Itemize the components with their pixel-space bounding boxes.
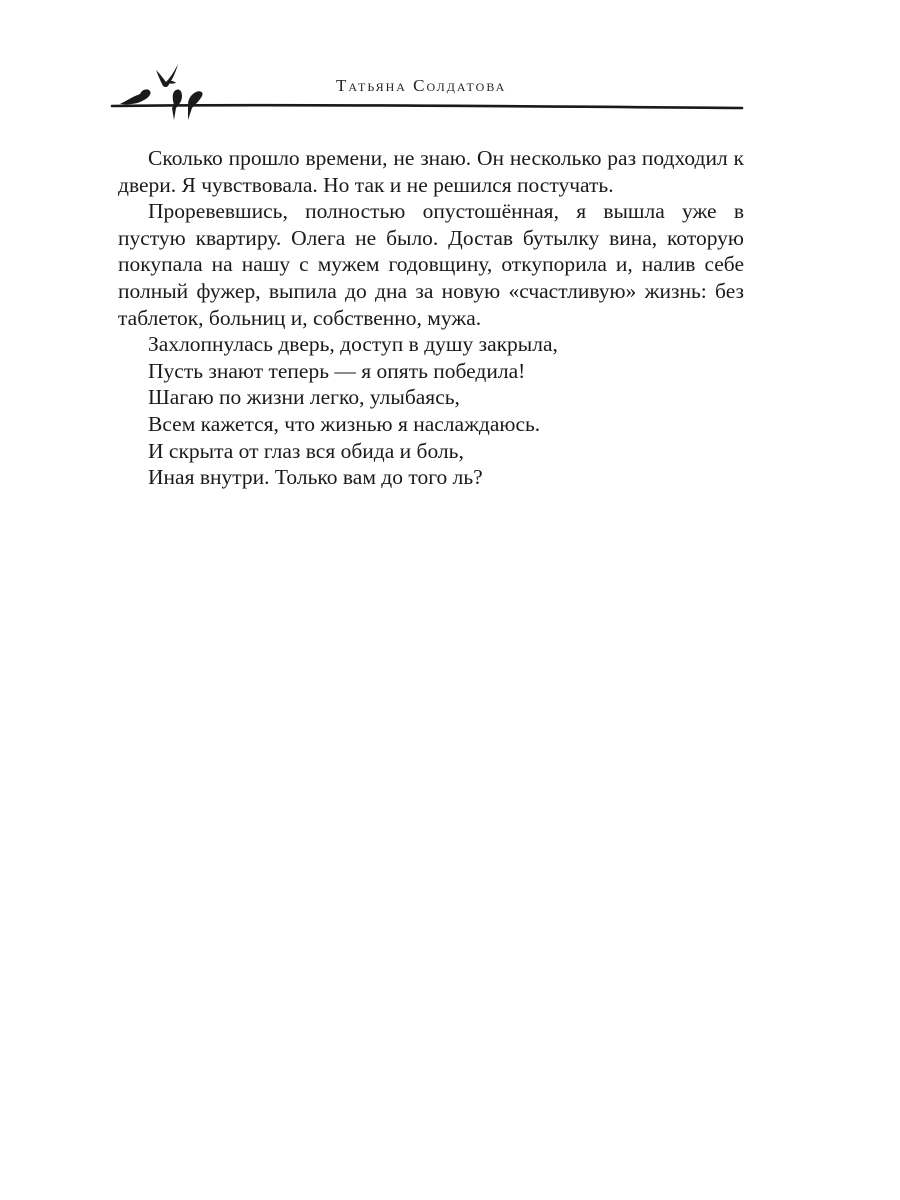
poem-line: Всем кажется, что жизнью я наслаждаюсь. [148,411,541,436]
poem-line: И скрыта от глаз вся обида и боль, [148,438,464,463]
paragraph: Сколько прошло времени, не знаю. Он несколько раз подходил к двери. Я чувствовала. Но так и не решился постучать. [118,146,744,197]
poem-line: Шагаю по жизни легко, улыбаясь, [148,385,460,410]
running-header [110,56,744,132]
author-name: Татьяна Солдатова [336,76,507,95]
body-text [118,145,744,491]
poem-line: Иная внутри. Только вам до того ль? [148,465,483,490]
poem-line: Пусть знают теперь — я опять победила! [148,358,526,383]
paragraph: Проревевшись, полностью опустошённая, я вышла уже в пустую квартиру. Олега не было. Достав бутылку вина, которую покупала на нашу с мужем годовщину, откупорила и, налив себе полный фужер, выпила до дна за новую «счастливую» жизнь: без таблеток, больниц и, собственно, мужа. [118,199,744,330]
poem-line: Захлопнулась дверь, доступ в душу закрыла, [148,332,558,357]
poem [118,331,744,491]
